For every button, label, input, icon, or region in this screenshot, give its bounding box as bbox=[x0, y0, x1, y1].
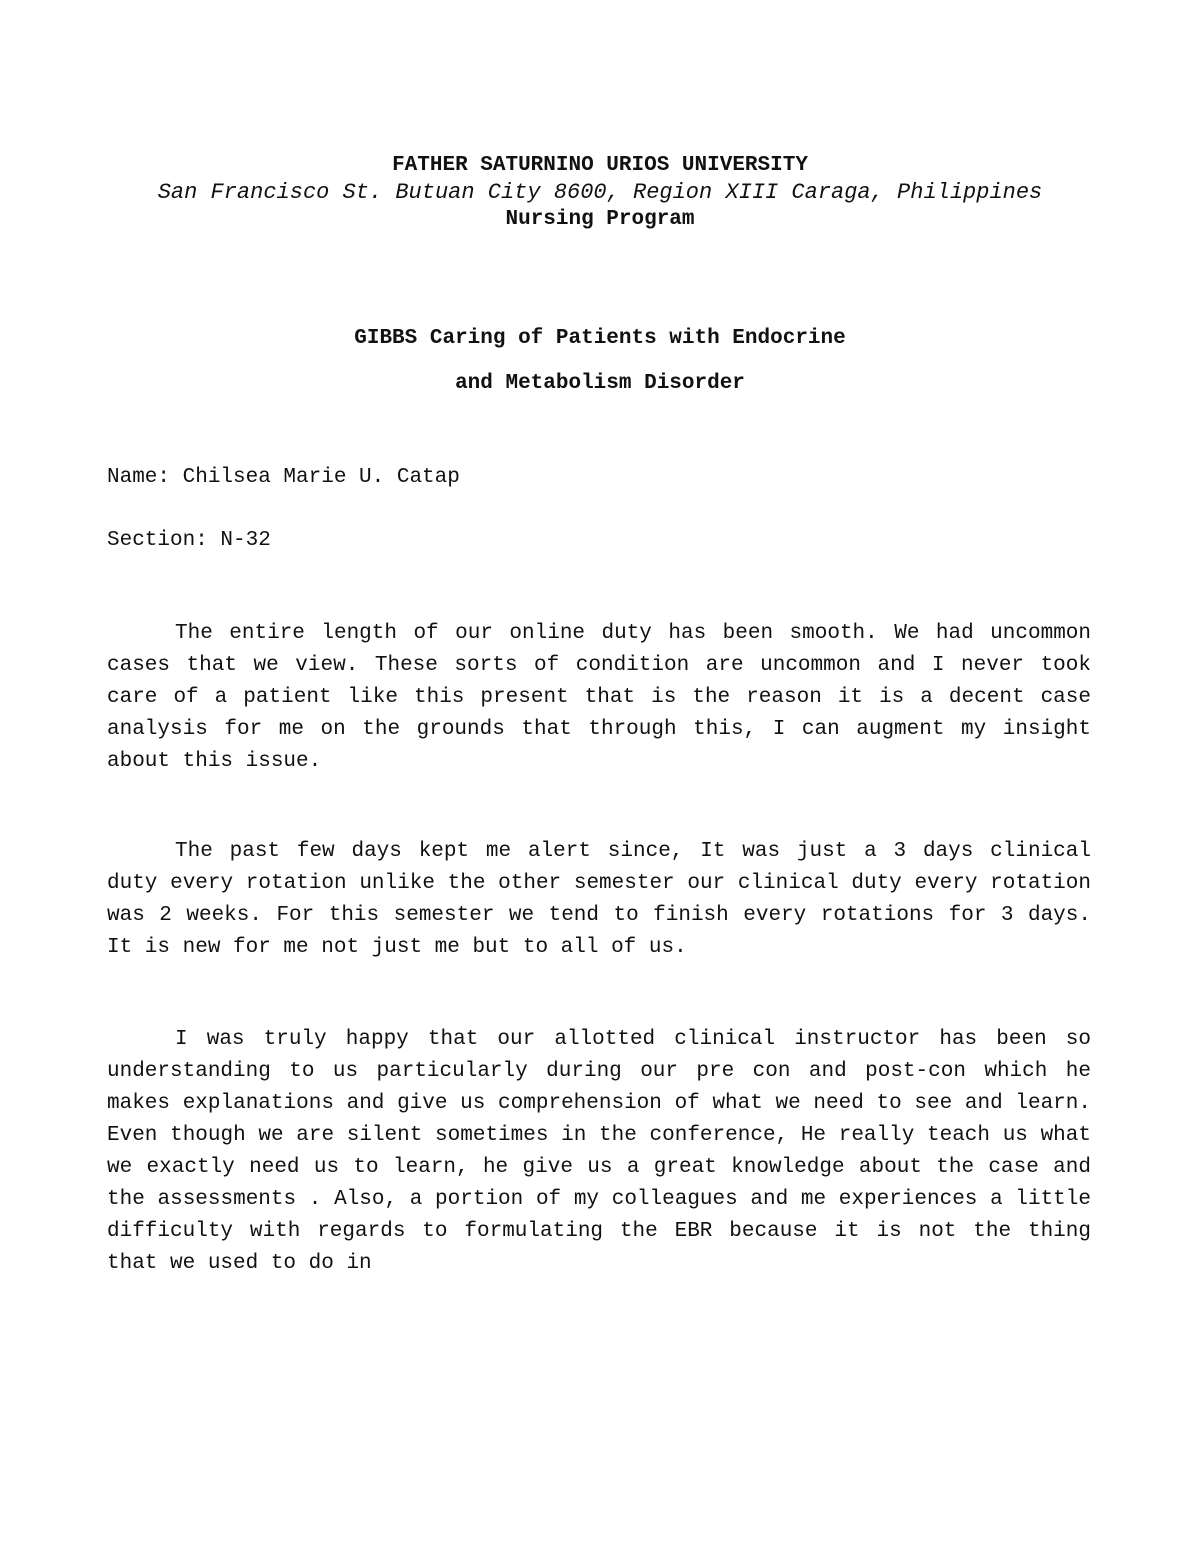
letterhead bbox=[0, 152, 1200, 233]
document-title-line-2: and Metabolism Disorder bbox=[455, 372, 745, 395]
student-name: Name: Chilsea Marie U. Catap bbox=[107, 466, 460, 489]
paragraph-2: The past few days kept me alert since, It was just a 3 days clinical duty every rotation unlike the other semester our clinical duty every rotation was 2 weeks. For this semester we tend to finish every rotations for 3 days. It is new for me not just me but to all of us. bbox=[107, 840, 1091, 959]
student-section: Section: N-32 bbox=[107, 529, 271, 552]
paragraph-3: I was truly happy that our allotted clinical instructor has been so understanding to us particularly during our pre con and post-con which he makes explanations and give us comprehension of what we need to see and learn. Even though we are silent sometimes in the conference, He really teach us what we exactly need us to learn, he give us a great knowledge about the case and the assessments . Also, a portion of my colleagues and me experiences a little difficulty with regards to formulating the EBR because it is not the thing that we used to do in bbox=[107, 1028, 1091, 1275]
university-name: FATHER SATURNINO URIOS UNIVERSITY bbox=[392, 154, 808, 177]
paragraph-1: The entire length of our online duty has been smooth. We had uncommon cases that we view. These sorts of condition are uncommon and I never took care of a patient like this present that is the reason it is a decent case analysis for me on the grounds that through this, I can augment my insight about this issue. bbox=[107, 622, 1091, 773]
program-name: Nursing Program bbox=[505, 208, 695, 231]
document-title-line-1: GIBBS Caring of Patients with Endocrine bbox=[354, 327, 846, 350]
university-address: San Francisco St. Butuan City 8600, Region XIII Caraga, Philippines bbox=[157, 180, 1043, 205]
